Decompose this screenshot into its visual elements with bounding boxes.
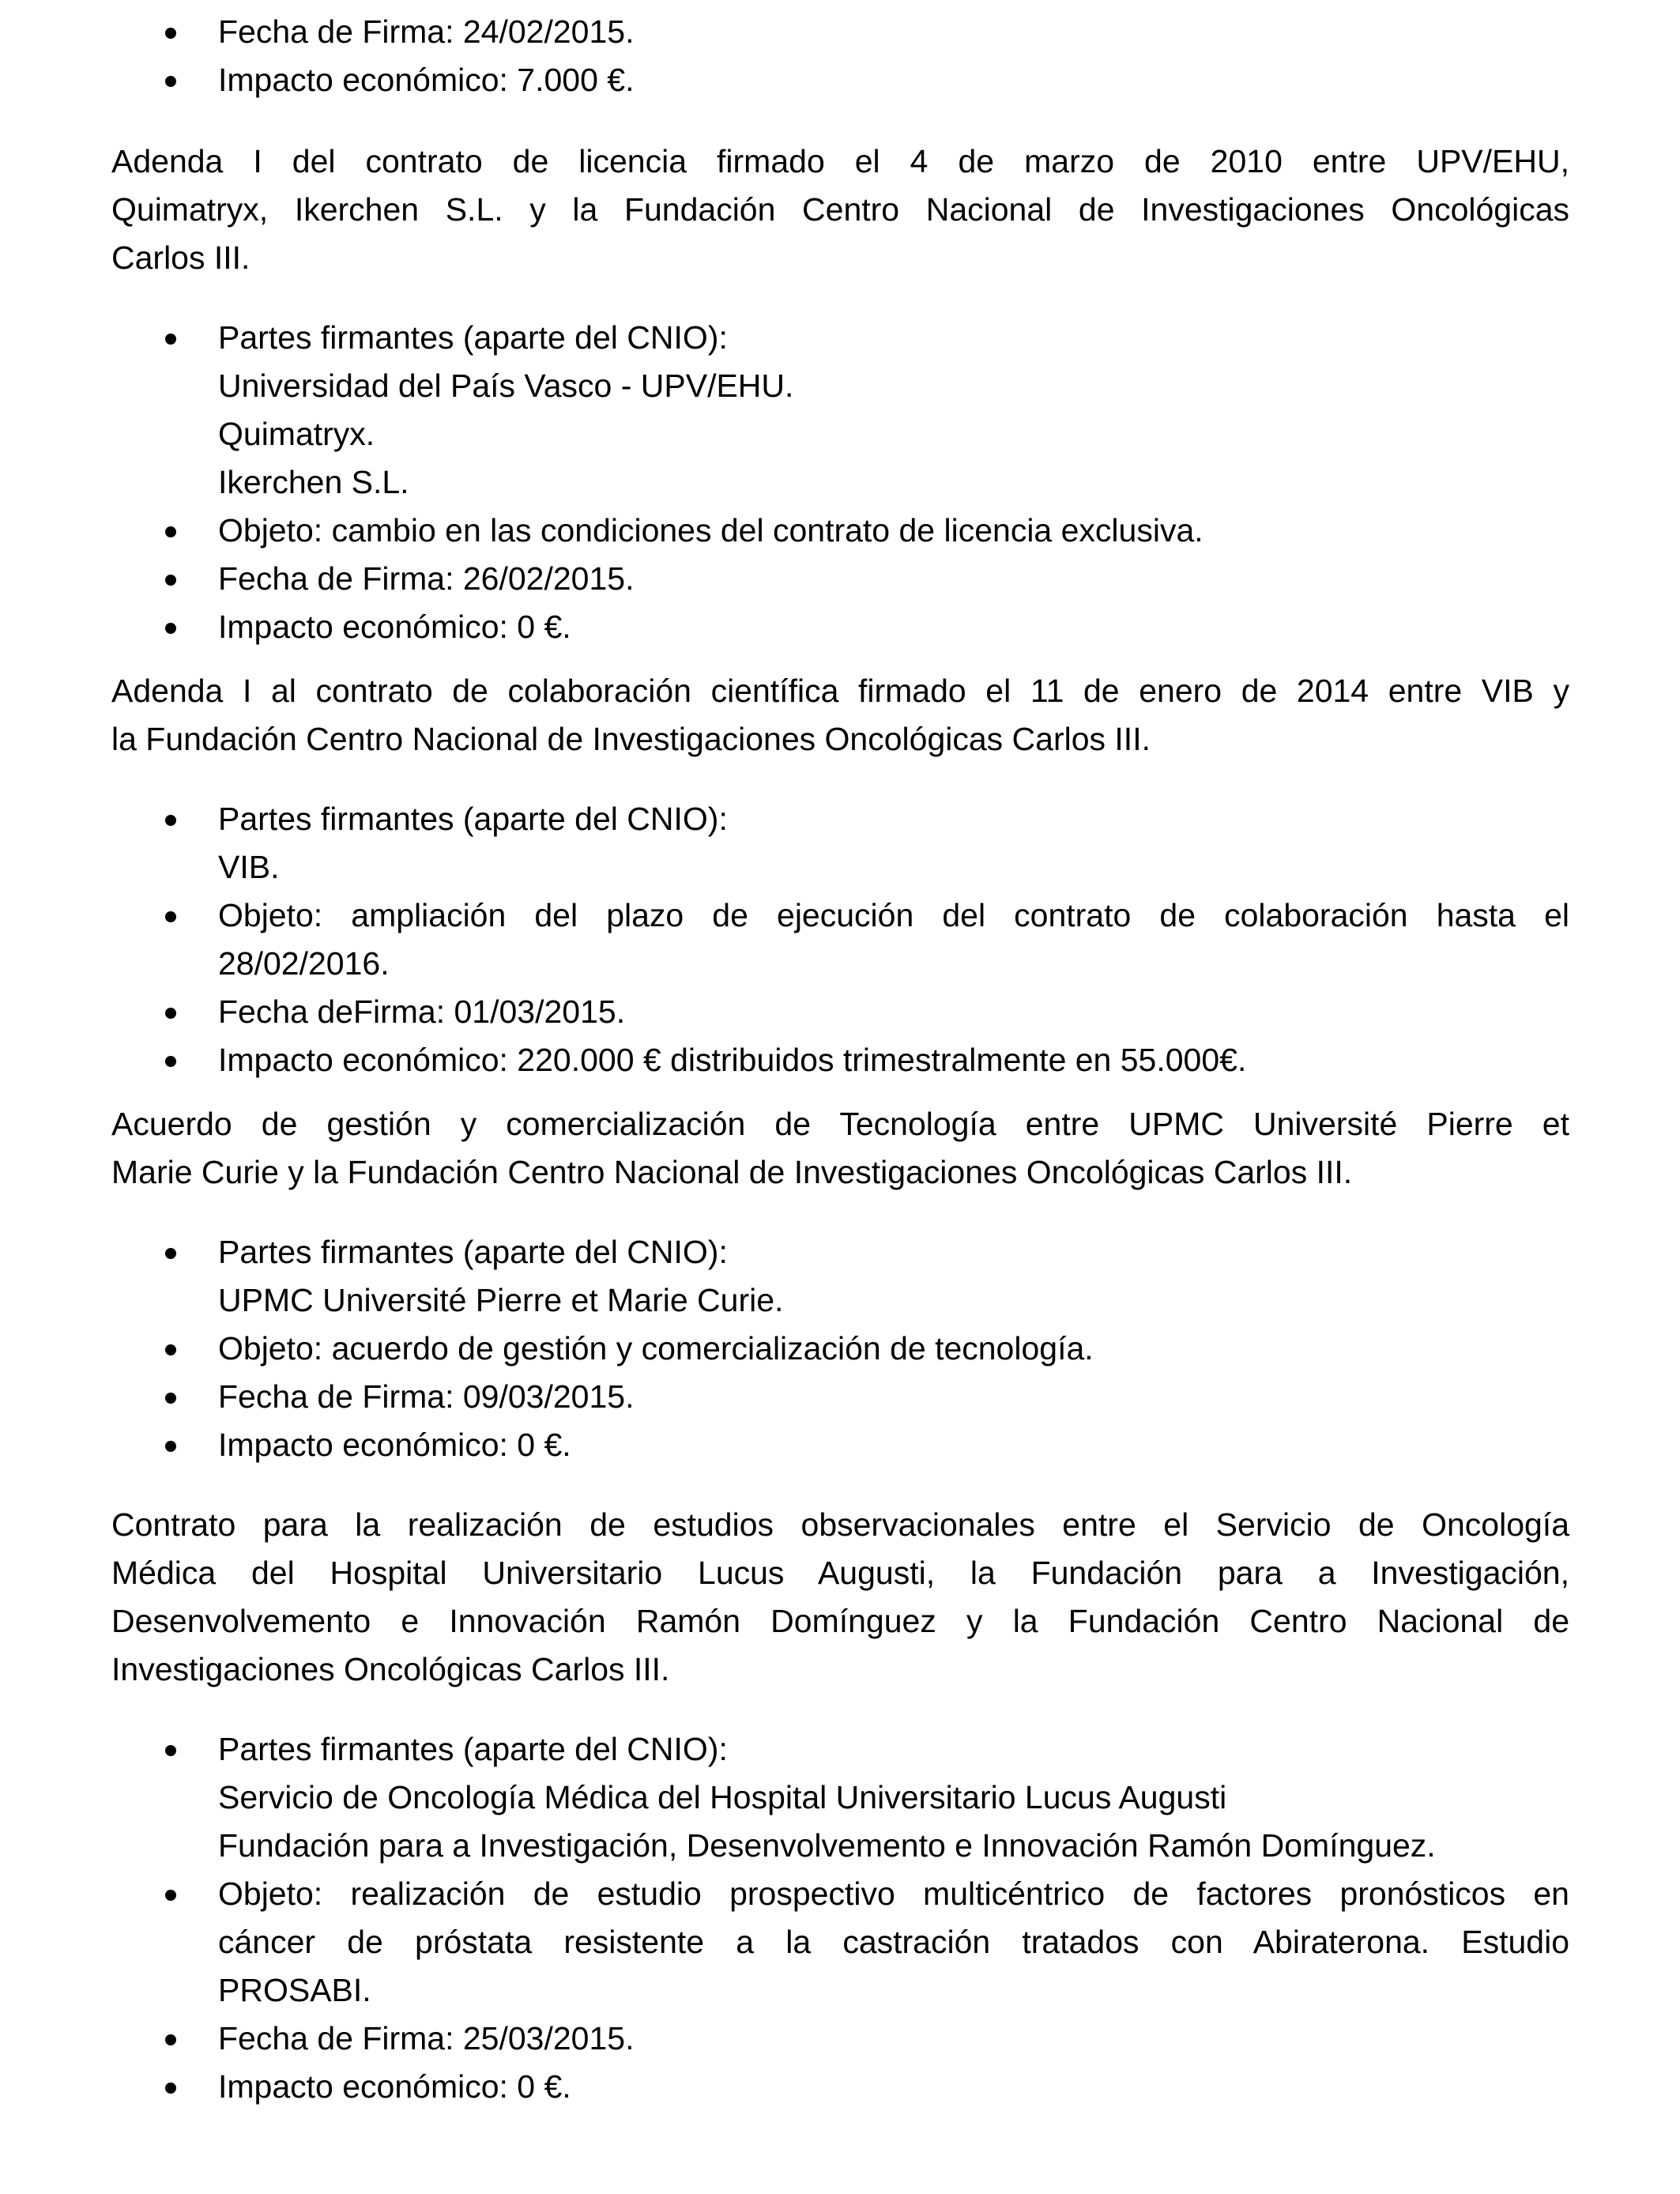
bullet-icon [165,2034,176,2045]
bullet-list [111,795,1569,1084]
list-item-line: Partes firmantes (aparte del CNIO): [218,1731,728,1767]
block-spacer [111,651,1569,667]
bullet-list [111,1228,1569,1469]
list-item-line: Partes firmantes (aparte del CNIO): [218,801,728,837]
bullet-icon [165,334,176,345]
list-item-line: Objeto: cambio en las condiciones del contrato de licencia exclusiva. [218,512,1203,548]
list-item [111,1228,1569,1325]
bullet-icon [165,623,176,634]
contract-heading-paragraph [111,667,1569,763]
list-item [111,2063,1569,2111]
paragraph-line: Quimatryx, Ikerchen S.L. y la Fundación Centro Nacional de Investigaciones Oncológicas [111,191,1569,228]
list-item [111,8,1569,56]
block-spacer [111,1197,1569,1228]
list-item-line: Partes firmantes (aparte del CNIO): [218,1234,728,1270]
list-item-line: Impacto económico: 0 €. [218,609,571,645]
bullet-icon [165,1441,176,1452]
list-item [111,1325,1569,1373]
list-item-line: 28/02/2016. [218,945,390,982]
bullet-icon [165,575,176,586]
bullet-icon [165,28,176,39]
bullet-icon [165,1890,176,1901]
list-item [111,988,1569,1036]
list-item-line: Servicio de Oncología Médica del Hospital Universitario Lucus Augusti [218,1779,1227,1815]
list-item [111,314,1569,507]
list-item-line: Fundación para a Investigación, Desenvolvemento e Innovación Ramón Domínguez. [218,1827,1436,1864]
list-item [111,1870,1569,2015]
block-spacer [111,282,1569,314]
bullet-icon [165,1745,176,1756]
paragraph-line: Adenda I al contrato de colaboración científica firmado el 11 de enero de 2014 entre VIB y [111,673,1569,709]
list-item [111,56,1569,104]
list-item [111,1036,1569,1084]
paragraph-line: la Fundación Centro Nacional de Investigaciones Oncológicas Carlos III. [111,721,1151,757]
block-spacer [111,104,1569,138]
paragraph-line: Carlos III. [111,239,250,276]
bullet-list [111,314,1569,651]
list-item-line: Fecha de Firma: 25/03/2015. [218,2020,635,2056]
list-item-line: Objeto: ampliación del plazo de ejecución del contrato de colaboración hasta el [218,897,1569,933]
bullet-icon [165,1056,176,1067]
list-item [111,1421,1569,1469]
list-item-line: VIB. [218,849,280,885]
block-spacer [111,1469,1569,1501]
list-item-line: Fecha de Firma: 09/03/2015. [218,1378,635,1415]
list-item [111,507,1569,555]
list-item [111,892,1569,988]
bullet-icon [165,1344,176,1355]
paragraph-line: Médica del Hospital Universitario Lucus Augusti, la Fundación para a Investigación, [111,1555,1569,1591]
list-item-line: Ikerchen S.L. [218,464,409,500]
bullet-icon [165,1008,176,1019]
list-item-line: Impacto económico: 7.000 €. [218,62,635,98]
contract-heading-paragraph [111,1501,1569,1694]
list-item-line: Quimatryx. [218,416,375,452]
document-page [111,8,1569,2111]
list-item [111,603,1569,651]
list-item-line: Fecha de Firma: 24/02/2015. [218,13,635,50]
contract-heading-paragraph [111,138,1569,282]
list-item [111,1725,1569,1870]
list-item-line: Impacto económico: 220.000 € distribuidos trimestralmente en 55.000€. [218,1042,1247,1078]
bullet-icon [165,76,176,87]
list-item [111,1373,1569,1421]
list-item-line: Partes firmantes (aparte del CNIO): [218,319,728,356]
list-item-line: Impacto económico: 0 €. [218,2068,571,2105]
bullet-icon [165,1393,176,1404]
block-spacer [111,1084,1569,1100]
contract-heading-paragraph [111,1100,1569,1197]
block-spacer [111,1694,1569,1725]
bullet-list [111,8,1569,104]
list-item-line: PROSABI. [218,1972,371,2008]
list-item-line: UPMC Université Pierre et Marie Curie. [218,1282,784,1318]
bullet-icon [165,911,176,922]
paragraph-line: Contrato para la realización de estudios observacionales entre el Servicio de Oncología [111,1506,1569,1543]
list-item-line: Fecha de Firma: 26/02/2015. [218,560,635,597]
paragraph-line: Marie Curie y la Fundación Centro Nacional de Investigaciones Oncológicas Carlos III. [111,1154,1353,1190]
paragraph-line: Acuerdo de gestión y comercialización de Tecnología entre UPMC Université Pierre et [111,1106,1569,1142]
list-item-line: Impacto económico: 0 €. [218,1427,571,1463]
bullet-icon [165,1248,176,1259]
list-item-line: Universidad del País Vasco - UPV/EHU. [218,368,794,404]
bullet-icon [165,526,176,537]
list-item [111,555,1569,603]
list-item-line: cáncer de próstata resistente a la castración tratados con Abiraterona. Estudio [218,1924,1569,1960]
bullet-icon [165,815,176,826]
list-item-line: Objeto: acuerdo de gestión y comercialización de tecnología. [218,1330,1094,1367]
bullet-list [111,1725,1569,2111]
list-item-line: Fecha deFirma: 01/03/2015. [218,993,626,1030]
list-item [111,2015,1569,2063]
paragraph-line: Adenda I del contrato de licencia firmado el 4 de marzo de 2010 entre UPV/EHU, [111,143,1569,179]
list-item-line: Objeto: realización de estudio prospectivo multicéntrico de factores pronósticos en [218,1875,1569,1912]
paragraph-line: Investigaciones Oncológicas Carlos III. [111,1651,670,1687]
list-item [111,795,1569,892]
bullet-icon [165,2083,176,2094]
block-spacer [111,763,1569,795]
paragraph-line: Desenvolvemento e Innovación Ramón Domínguez y la Fundación Centro Nacional de [111,1603,1569,1639]
